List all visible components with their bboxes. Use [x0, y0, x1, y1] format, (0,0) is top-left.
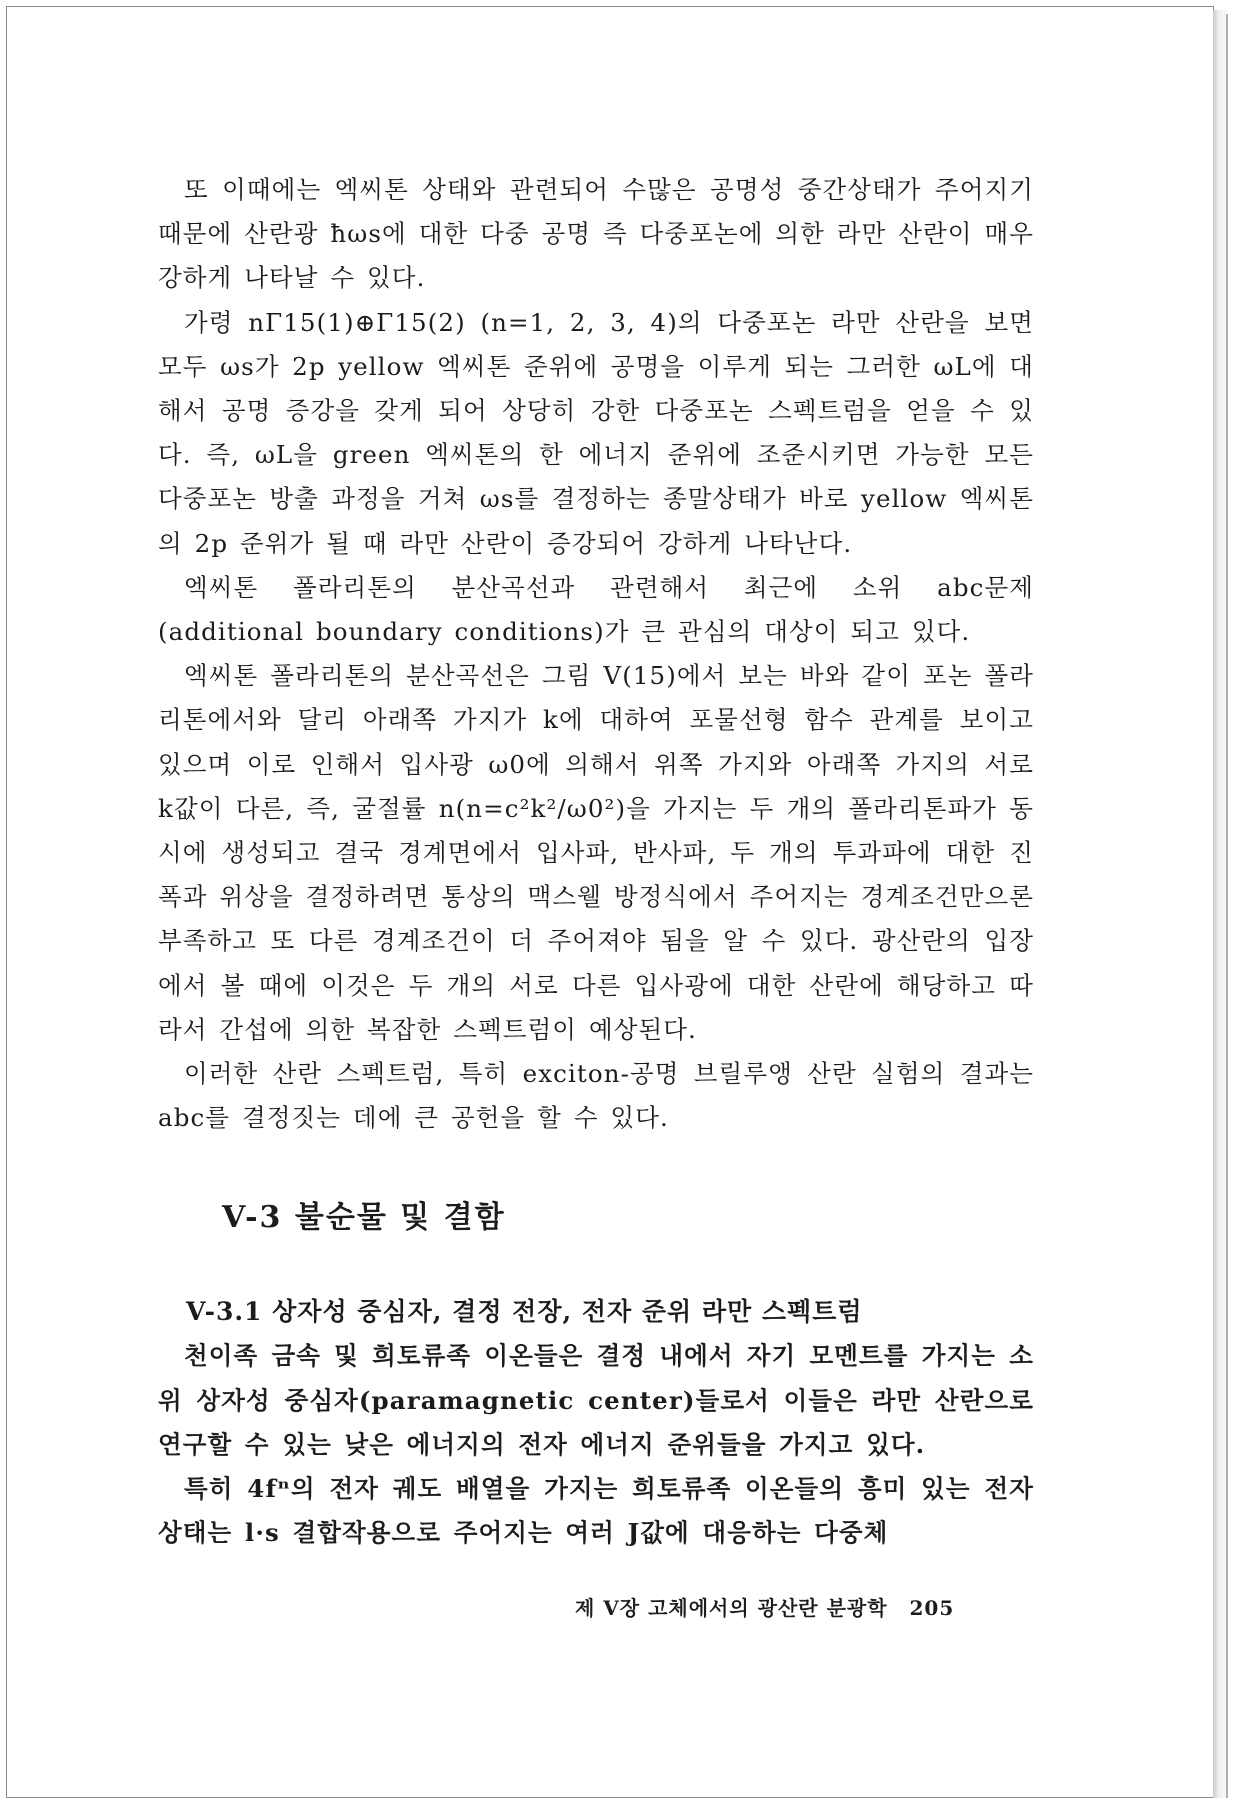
running-footer	[575, 1593, 1015, 1623]
paragraph-exciton-polariton-dispersion: 엑씨톤 폴라리톤의 분산곡선은 그림 V(15)에서 보는 바와 같이 포논 폴라리톤에서와 달리 아래쪽 가지가 k에 대하여 포물선형 함수 관계를 보이고 있으며 이로 인해서 입사광 ω0에 의해서 위쪽 가지와 아래쪽 가지의 서로 k값이 다른, 즉, 굴절률 n(n=c²k²/ω0²)을 가지는 두 개의 폴라리톤파가 동시에 생성되고 결국 경계면에서 입사파, 반사파, 두 개의 투과파에 대한 진폭과 위상을 결정하려면 통상의 맥스웰 방정식에서 주어지는 경계조건만으론 부족하고 또 다른 경계조건이 더 주어져야 됨을 알 수 있다. 광산란의 입장에서 볼 때에 이것은 두 개의 서로 다른 입사광에 대한 산란에 해당하고 따라서 간섭에 의한 복잡한 스펙트럼이 예상된다.	[158, 661, 1034, 1044]
page-edge-line	[1226, 14, 1228, 1798]
page-number: 205	[909, 1596, 955, 1620]
paragraph-paramagnetic-centers: 천이족 금속 및 희토류족 이온들은 결정 내에서 자기 모멘트를 가지는 소위 상자성 중심자(paramagnetic center)들로서 이들은 라만 산란으로 연구할 수 있는 낮은 에너지의 전자 에너지 준위들을 가지고 있다.	[158, 1341, 1034, 1459]
subsection-heading: V-3.1 상자성 중심자, 결정 전장, 전자 준위 라만 스펙트럼	[186, 1297, 863, 1327]
paragraph-resonance-intro: 또 이때에는 엑씨톤 상태와 관련되어 수많은 공명성 중간상태가 주어지기 때문에 산란광 ħωs에 대한 다중 공명 즉 다중포논에 의한 라만 산란이 매우 강하게 나타날 수 있다.	[158, 175, 1034, 293]
section-heading: V-3 불순물 및 결함	[222, 1200, 506, 1236]
paragraph-brillouin-scattering: 이러한 산란 스펙트럼, 특히 exciton-공명 브릴루앵 산란 실험의 결과는 abc를 결정짓는 데에 큰 공헌을 할 수 있다.	[158, 1059, 1034, 1133]
paragraph-abc-problem: 엑씨톤 폴라리톤의 분산곡선과 관련해서 최근에 소위 abc문제(additional boundary conditions)가 큰 관심의 대상이 되고 있다.	[158, 572, 1034, 647]
footer-chapter-title: 제 V장 고체에서의 광산란 분광학	[575, 1596, 888, 1620]
page-body	[158, 168, 1034, 1555]
paragraph-multiphonon-raman: 가령 nΓ15(1)⊕Γ15(2) (n=1, 2, 3, 4)의 다중포논 라만 산란을 보면 모두 ωs가 2p yellow 엑씨톤 준위에 공명을 이루게 되는 그러한 ωL에 대해서 공명 증강을 갖게 되어 상당히 강한 다중포논 스펙트럼을 얻을 수 있다. 즉, ωL을 green 엑씨톤의 한 에너지 준위에 조준시키면 가능한 모든 다중포논 방출 과정을 거쳐 ωs를 결정하는 종말상태가 바로 yellow 엑씨톤의 2p 준위가 될 때 라만 산란이 증강되어 강하게 나타난다.	[158, 307, 1034, 558]
paragraph-rare-earth-ions: 특히 4fⁿ의 전자 궤도 배열을 가지는 희토류족 이온들의 흥미 있는 전자상태는 l·s 결합작용으로 주어지는 여러 J값에 대응하는 다중체	[158, 1474, 1034, 1548]
page-edge	[1213, 10, 1227, 1798]
